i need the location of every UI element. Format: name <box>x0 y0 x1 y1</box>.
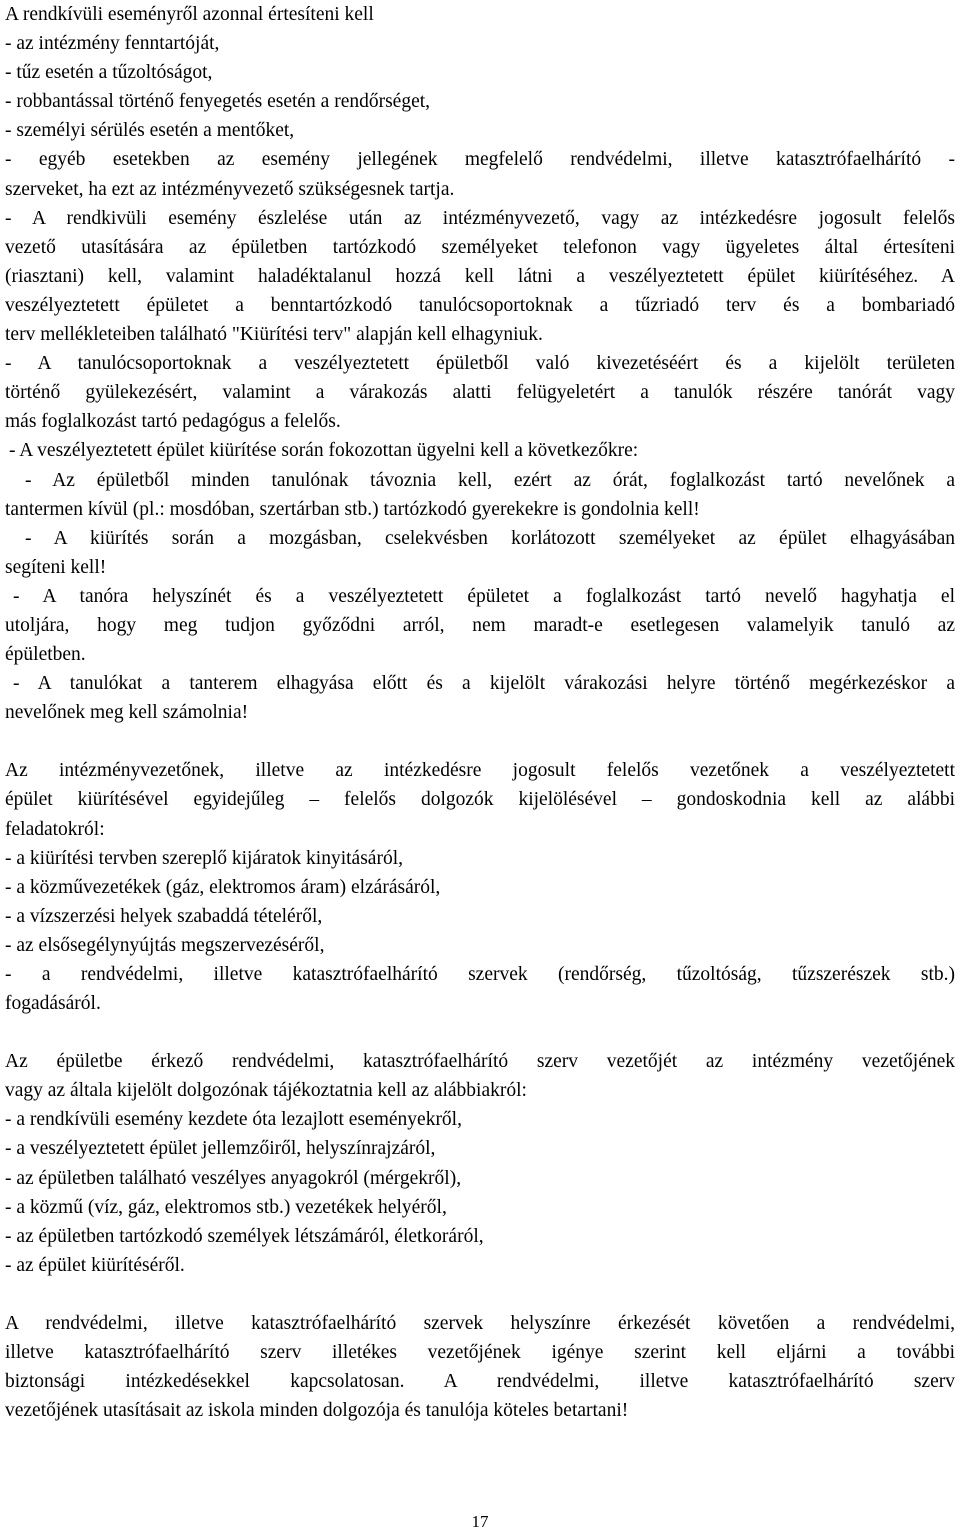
paragraph-line: segíteni kell! <box>5 556 107 578</box>
paragraph-line: feladatokról: <box>5 818 105 840</box>
paragraph-line: vagy az általa kijelölt dolgozónak tájékoztatnia kell az alábbiakról: <box>5 1080 527 1102</box>
paragraph-line: épületben. <box>5 644 86 666</box>
list-item: - a rendkívüli esemény kezdete óta lezajlott eseményekről, <box>5 1109 462 1131</box>
paragraph-line: (riasztani) kell, valamint haladéktalanul hozzá kell látni a veszélyeztetett épület kiürítéséhez. A <box>5 265 955 287</box>
paragraph-line: utoljára, hogy meg tudjon győződni arról, nem maradt-e esetlegesen valamelyik tanuló az <box>5 614 955 636</box>
paragraph-gap <box>5 727 955 756</box>
list-item: - a kiürítési tervben szereplő kijáratok kinyitásáról, <box>5 847 403 869</box>
paragraph-line: nevelőnek meg kell számolnia! <box>5 702 249 724</box>
paragraph-line: illetve katasztrófaelhárító szerv illetékes vezetőjének igénye szerint kell eljárni a további <box>5 1342 955 1364</box>
list-item: - a vízszerzési helyek szabaddá tételéről, <box>5 905 323 927</box>
list-item: - tűz esetén a tűzoltóságot, <box>5 62 213 84</box>
paragraph-line: veszélyeztetett épületet a benntartózkodó tanulócsoportoknak a tűzriadó terv és a bombariadó <box>5 294 955 316</box>
paragraph-line: épület kiürítésével egyidejűleg – felelős dolgozók kijelölésével – gondoskodnia kell az alábbi <box>5 789 955 811</box>
paragraph-line: vezető utasítására az épületben tartózkodó személyeket telefonon vagy ügyeletes által értesíteni <box>5 236 955 258</box>
list-item: - a rendvédelmi, illetve katasztrófaelhárító szervek (rendőrség, tűzoltóság, tűzszerészek stb.) <box>5 964 955 985</box>
paragraph-line: - A rendkivüli esemény észlelése után az intézményvezető, vagy az intézkedésre jogosult felelős <box>5 207 955 229</box>
authority-arrival-section <box>5 1309 955 1425</box>
paragraph-line: fogadásáról. <box>5 993 101 1015</box>
paragraph-gap <box>5 1280 955 1309</box>
list-item: - A kiürítés során a mozgásban, cselekvésben korlátozott személyeket az épület elhagyásában <box>25 527 955 549</box>
paragraph-gap <box>5 1018 955 1047</box>
page-number: 17 <box>471 1512 489 1531</box>
list-item: - robbantással történő fenyegetés esetén a rendőrséget, <box>5 91 431 113</box>
document-page <box>5 0 955 1425</box>
director-duties-section <box>5 756 955 1018</box>
paragraph-line: - A veszélyeztetett épület kiürítése során fokozottan ügyelni kell a következőkre: <box>9 440 639 462</box>
paragraph-line: biztonsági intézkedésekkel kapcsolatosan. A rendvédelmi, illetve katasztrófaelhárító szerv <box>5 1371 955 1393</box>
paragraph-line: vezetőjének utasításait az iskola minden dolgozója és tanulója köteles betartani! <box>5 1400 629 1422</box>
list-item: - az épület kiürítéséről. <box>5 1254 185 1276</box>
list-item: - az épületben található veszélyes anyagokról (mérgekről), <box>5 1167 462 1189</box>
paragraph-line: A rendkívüli eseményről azonnal értesíteni kell <box>5 4 374 25</box>
list-item: - a közművezetékek (gáz, elektromos áram) elzárásáról, <box>5 876 441 898</box>
list-item: - A tanóra helyszínét és a veszélyeztetett épületet a foglalkozást tartó nevelő hagyhatja el <box>13 585 955 607</box>
briefing-section <box>5 1047 955 1280</box>
list-item: - a közmű (víz, gáz, elektromos stb.) vezetékek helyéről, <box>5 1196 447 1218</box>
paragraph-line: tantermen kívül (pl.: mosdóban, szertárban stb.) tartózkodó gyerekekre is gondolnia kell! <box>5 498 700 520</box>
list-item: - az elsősegélynyújtás megszervezéséről, <box>5 934 325 956</box>
paragraph-line: Az intézményvezetőnek, illetve az intézkedésre jogosult felelős vezetőnek a veszélyeztetett <box>5 760 955 782</box>
paragraph-line: terv mellékleteiben található "Kiürítési terv" alapján kell elhagyniuk. <box>5 324 543 346</box>
notification-section <box>5 0 955 204</box>
list-item: - az intézmény fenntartóját, <box>5 33 220 55</box>
list-item: - egyéb esetekben az esemény jellegének megfelelő rendvédelmi, illetve katasztrófaelhárító - <box>5 149 955 171</box>
list-item: - Az épületből minden tanulónak távoznia kell, ezért az órát, foglalkozást tartó nevelőnek a <box>25 469 955 491</box>
list-item: - személyi sérülés esetén a mentőket, <box>5 120 295 142</box>
paragraph-line: történő gyülekezésért, valamint a várakozás alatti felügyeletért a tanulók részére tanórát vagy <box>5 382 955 404</box>
paragraph-line: A rendvédelmi, illetve katasztrófaelhárító szervek helyszínre érkezését követően a rendvédelmi, <box>5 1312 955 1334</box>
list-item: - a veszélyeztetett épület jellemzőiről, helyszínrajzáról, <box>5 1138 436 1160</box>
list-item: - A tanulókat a tanterem elhagyása előtt és a kijelölt várakozási helyre történő megérkezéskor a <box>13 673 955 695</box>
list-item: - az épületben tartózkodó személyek létszámáról, életkoráról, <box>5 1225 484 1247</box>
evacuation-section <box>5 204 955 728</box>
paragraph-line: - A tanulócsoportoknak a veszélyeztetett épületből való kivezetéséért és a kijelölt területen <box>5 353 955 375</box>
paragraph-line: más foglalkozást tartó pedagógus a felelős. <box>5 411 341 433</box>
paragraph-line: szerveket, ha ezt az intézményvezető szükségesnek tartja. <box>5 178 455 200</box>
paragraph-line: Az épületbe érkező rendvédelmi, katasztrófaelhárító szerv vezetőjét az intézmény vezetőjének <box>5 1051 955 1073</box>
